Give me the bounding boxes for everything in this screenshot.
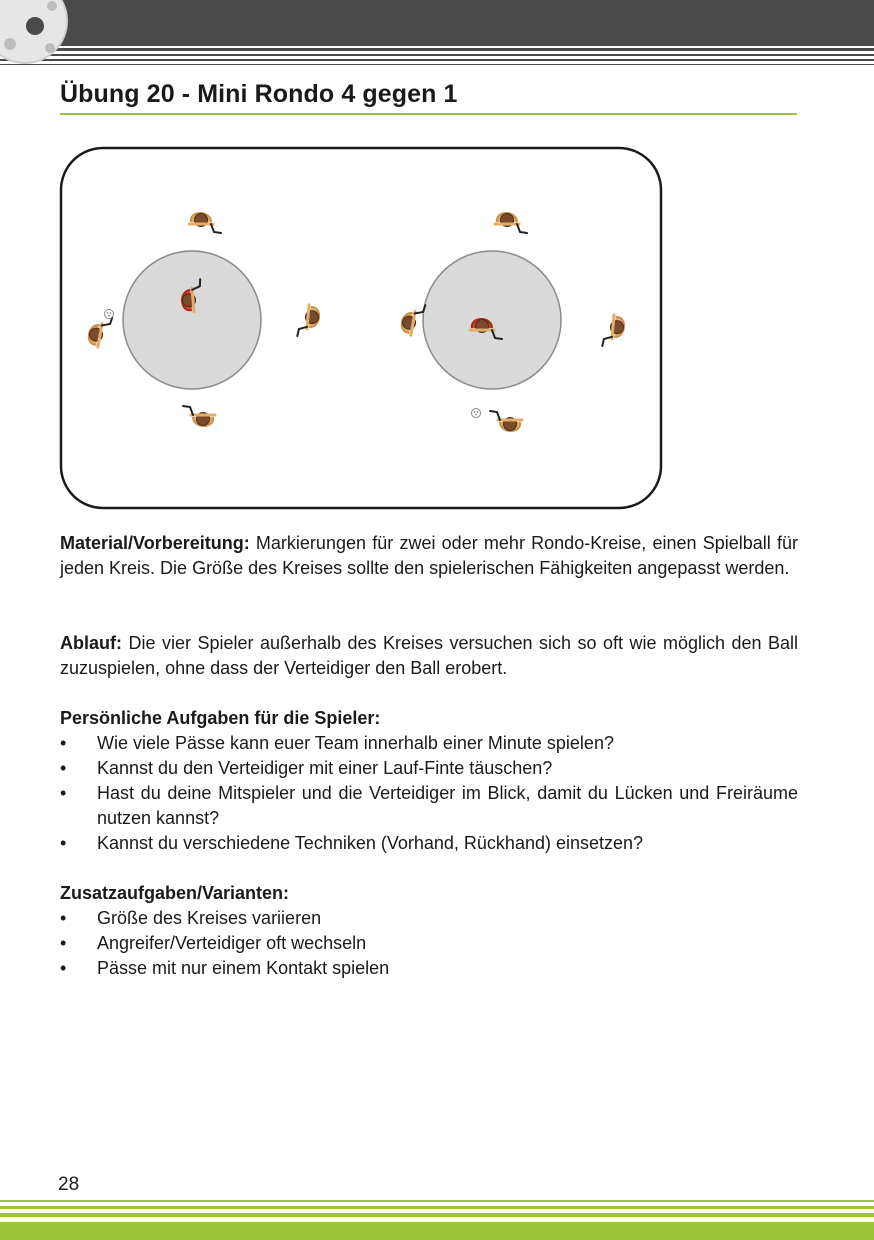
list-item: • Pässe mit nur einem Kontakt spielen (60, 956, 798, 981)
variants-heading: Zusatzaufgaben/Varianten: (60, 883, 290, 903)
ball-icon (105, 310, 114, 319)
ball-icon (472, 409, 481, 418)
floorball-logo-icon (0, 0, 70, 66)
tasks-heading: Persönliche Aufgaben für die Spieler: (60, 708, 381, 728)
exercise-diagram (58, 145, 664, 511)
material-text: Markierungen für zwei oder mehr Rondo-Kreise, einen Spielball für jeden Kreis. Die Größe des Kreises sollte den spielerischen Fähigkeiten angepasst werden. (60, 533, 798, 578)
material-paragraph (60, 531, 798, 581)
variants-list (60, 906, 798, 981)
tasks-list (60, 731, 798, 856)
header-band (0, 0, 874, 46)
footer-stripe (0, 1200, 874, 1202)
footer-stripe (0, 1206, 874, 1209)
list-item: • Wie viele Pässe kann euer Team innerhalb einer Minute spielen? (60, 731, 798, 756)
rondo-circle-left (123, 251, 261, 389)
list-item: • Kannst du den Verteidiger mit einer Lauf-Finte täuschen? (60, 756, 798, 781)
material-label: Material/Vorbereitung: (60, 533, 250, 553)
list-item: • Hast du deine Mitspieler und die Verteidiger im Blick, damit du Lücken und Freiräume nutzen kannst? (60, 781, 798, 831)
rondo-circle-right (423, 251, 561, 389)
header-stripe (0, 48, 874, 51)
page-number: 28 (58, 1174, 80, 1195)
ablauf-paragraph (60, 631, 798, 681)
footer-band (0, 1222, 874, 1240)
header-stripe (0, 64, 874, 65)
list-item: • Größe des Kreises variieren (60, 906, 798, 931)
variants-section (60, 881, 798, 981)
page-title: Übung 20 - Mini Rondo 4 gegen 1 (60, 80, 797, 115)
list-item: • Kannst du verschiedene Techniken (Vorhand, Rückhand) einsetzen? (60, 831, 798, 856)
header-stripe (0, 54, 874, 56)
footer-stripe (0, 1213, 874, 1217)
ablauf-text: Die vier Spieler außerhalb des Kreises versuchen sich so oft wie möglich den Ball zuzuspielen, ohne dass der Verteidiger den Ball erobert. (60, 633, 798, 678)
list-item: • Angreifer/Verteidiger oft wechseln (60, 931, 798, 956)
ablauf-label: Ablauf: (60, 633, 122, 653)
header-stripe (0, 59, 874, 61)
tasks-section (60, 706, 798, 856)
